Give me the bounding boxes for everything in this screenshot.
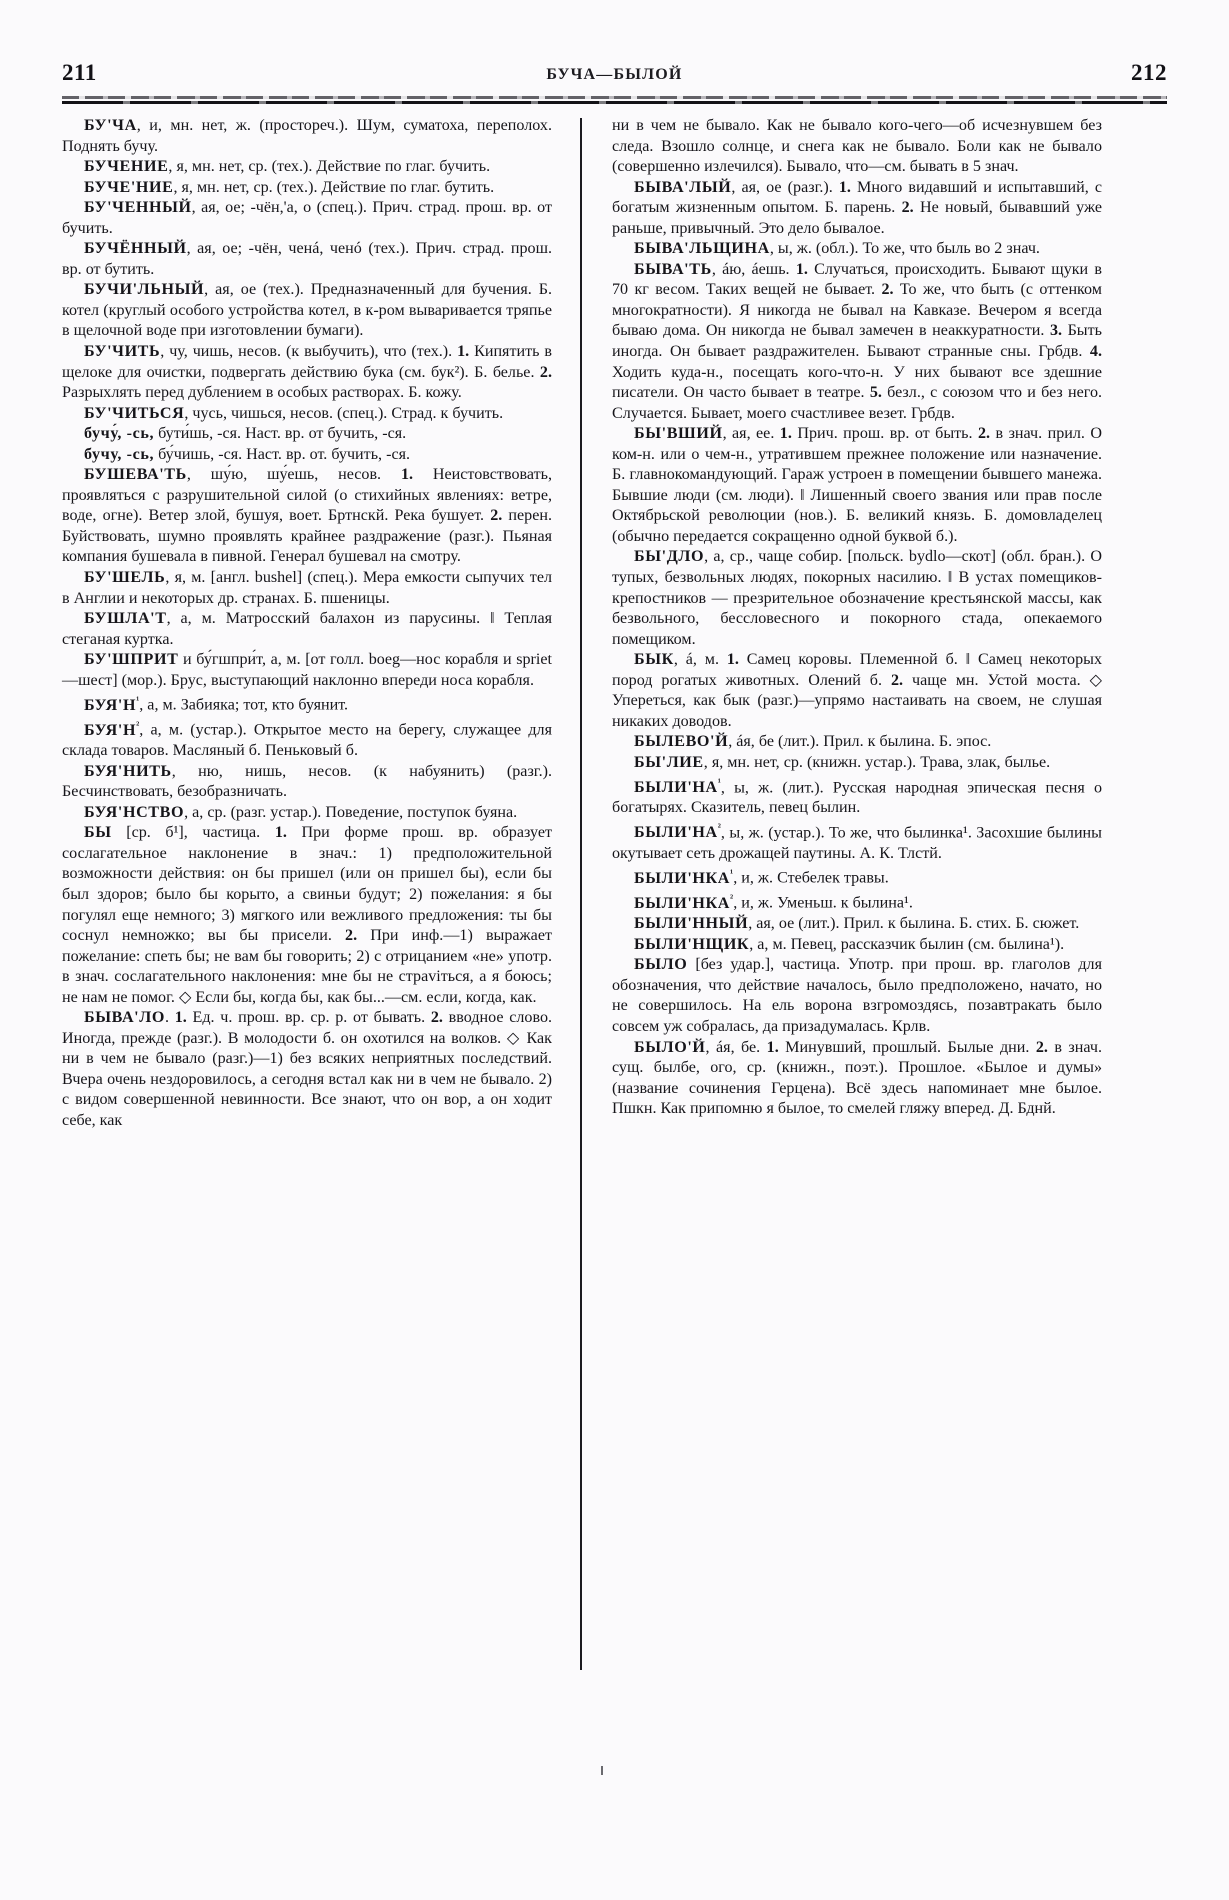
dictionary-entry bbox=[62, 445, 552, 466]
entry-headword: БЫ bbox=[84, 824, 112, 842]
entry-headword: БУ'ЧИТЬСЯ bbox=[84, 404, 185, 422]
dictionary-entry bbox=[62, 424, 552, 445]
column-left bbox=[62, 116, 580, 1756]
dictionary-entry bbox=[62, 716, 552, 761]
dictionary-entry bbox=[612, 650, 1102, 732]
entry-definition: , я, мн. нет, ср. (тех.). Действие по глаг. бучить. bbox=[168, 158, 491, 176]
folio-left: 211 bbox=[62, 60, 97, 85]
dictionary-entry bbox=[62, 691, 552, 716]
dictionary-entry bbox=[62, 762, 552, 803]
entry-definition: , ая, ое; -чён, ченá, ченó (тех.). Прич. страд. прош. вр. от бутить. bbox=[62, 240, 552, 278]
entry-headword: БУ'ЧА bbox=[84, 117, 137, 134]
entry-definition: [ср. б¹], частица. 1. При форме прош. вр. образует сослагательное наклонение в знач.: 1) предположительной возможности действия: он бы пришел (или он пришел бы), если бы был здоров; было бы корыто, а свиньи будут; 2) пожелания: я бы погулял еще немного; 3) мягкого или вежливого предложения: ты бы соснул немножко; вы бы присели. 2. При инф.—1) выражает пожелание: спеть бы; не вам бы говорить; 2) с отрицанием «не» употр. в знач. сослагательного наклонения: мне бы не страviться, а я боюсь; не нам не помог. ◇ Если бы, когда бы, как бы...—см. если, когда, как. bbox=[62, 824, 552, 1006]
dictionary-entry bbox=[62, 280, 552, 342]
dictionary-entry bbox=[62, 465, 552, 568]
entry-definition: , а, м. Певец, рассказчик былин (см. былина¹). bbox=[749, 935, 1065, 953]
entry-headword: БЫЛЕВО'Й bbox=[634, 733, 729, 751]
ink-speck bbox=[601, 1766, 603, 1775]
entry-headword: БЫВА'ЛЬЩИНА bbox=[634, 240, 770, 258]
entry-headword: $БУЯ'Н^{^2}$ bbox=[84, 720, 140, 739]
entry-headword: БУЧЕНИЕ bbox=[84, 158, 169, 176]
entry-definition: . 1. Ед. ч. прош. вр. ср. р. от бывать. 2. вводное слово. Иногда, прежде (разг.). В молодости б. он охотился на волков. ◇ Как ни в чем не бывало (разг.)—1) без всяких неприятных последствий. Вчера очень нездоровилось, а сегодня встал как ни в чем не бывало. 2) с видом совершенной невинности. Все знают, что он вор, а он ходит себе, как bbox=[62, 1009, 553, 1129]
entry-headword: БУЯ'НСТВО bbox=[84, 803, 185, 821]
running-title: БУЧА—БЫЛОЙ bbox=[546, 66, 683, 83]
dictionary-entry bbox=[612, 260, 1102, 424]
header-rule-lower bbox=[62, 101, 1167, 104]
entry-headword: $БЫЛИ'НА^{^2}$ bbox=[634, 822, 721, 842]
entry-definition: , а, м. Забияка; тот, кто буянит. bbox=[139, 696, 349, 714]
dictionary-entry bbox=[612, 889, 1102, 914]
entry-definition: , ы, ж. (устар.). То же, что былинка¹. Засохшие былины окутывает сеть дрожащей паутины. А. К. Тлстй. bbox=[612, 824, 1102, 862]
entry-headword: БУЧЁННЫЙ bbox=[84, 240, 187, 258]
dictionary-entry bbox=[612, 753, 1102, 774]
entry-definition: , áя, бе (лит.). Прил. к былина. Б. эпос. bbox=[728, 733, 992, 751]
entry-definition: , ая, ое; -чён,'а, о (спец.). Прич. страд. прош. вр. от бучить. bbox=[62, 199, 552, 237]
entry-headword: БЫЛО bbox=[634, 956, 688, 974]
entry-headword: БЫ'ВШИЙ bbox=[634, 425, 723, 443]
entry-definition: , а, м. (устар.). Открытое место на берегу, служащее для склада товаров. Масляный б. Пеньковый б. bbox=[62, 721, 552, 760]
dictionary-entry bbox=[62, 803, 552, 824]
entry-continuation bbox=[612, 116, 1102, 178]
entry-headword: $БЫЛИ'НА^{^1}$ bbox=[634, 777, 721, 796]
entry-headword: БЫЛИ'ННЫЙ bbox=[634, 915, 749, 933]
dictionary-entry bbox=[62, 342, 552, 404]
dictionary-entry bbox=[612, 864, 1102, 889]
entry-definition: , и, ж. Стебелек травы. bbox=[733, 869, 889, 887]
entry-headword: БЫ'ЛИЕ bbox=[634, 753, 704, 771]
entry-definition: , ая, ое (тех.). Предназначенный для бучения. Б. котел (круглый особого устройства котел, в к-ром вываривается тряпье в щелочной воде при изготовлении бумаги). bbox=[62, 281, 552, 340]
column-right bbox=[582, 116, 1102, 1756]
entry-headword: БУШЛА'Т bbox=[84, 610, 167, 628]
entry-definition: , я, мн. нет, ср. (книжн. устар.). Трава, злак, былье. bbox=[703, 753, 1051, 771]
entry-headword: БЫК bbox=[634, 651, 674, 669]
entry-definition: ни в чем не бывало. Как не бывало кого-чего—об исчезнувшем без следа. Взошло солнце, и снега как не бывало. Боли как не бывало (совершенно излечился). Бывало, что—см. бывать в 5 знач. bbox=[612, 117, 1102, 176]
entry-definition: , шу́ю, шу́ешь, несов. 1. Неистовствовать, проявляться с разрушительной силой (о стихийных явлениях: ветре, воде, огне). Ветер злой, бушуя, воет. Бртнскй. Река бушует. 2. перен. Буйствовать, шумно проявлять крайнее раздражение (разг.). Пьяная компания бушевала в пивной. Генерал бушевал на смотру. bbox=[62, 466, 553, 566]
dictionary-entry bbox=[62, 404, 552, 425]
dictionary-entry bbox=[62, 650, 552, 691]
dictionary-entry bbox=[62, 157, 552, 178]
dictionary-entry bbox=[62, 198, 552, 239]
dictionary-entry bbox=[612, 732, 1102, 753]
entry-headword: бучу, -сь, bbox=[84, 445, 155, 463]
folio-right: 212 bbox=[1131, 60, 1167, 85]
header-rule bbox=[62, 96, 1167, 104]
entry-definition: , ая, ое (лит.). Прил. к былина. Б. стих. Б. сюжет. bbox=[748, 915, 1080, 933]
entry-definition: , ню, нишь, несов. (к набуянить) (разг.). Бесчинствовать, безобразничать. bbox=[62, 762, 552, 801]
entry-headword: БУШЕВА'ТЬ bbox=[84, 466, 187, 484]
dictionary-entry bbox=[612, 239, 1102, 260]
entry-headword: БУЧЕ'НИЕ bbox=[84, 178, 174, 196]
header-rule-upper bbox=[62, 96, 1167, 99]
entry-headword: БУЧИ'ЛЬНЫЙ bbox=[84, 281, 205, 299]
running-head bbox=[62, 60, 1167, 94]
entry-definition: , я, м. [англ. bushel] (спец.). Мера емкости сыпучих тел в Англии и некоторых др. странах. Б. пшеницы. bbox=[62, 569, 552, 607]
entry-headword: БЫ'ДЛО bbox=[634, 548, 705, 566]
entry-headword: БЫЛО'Й bbox=[634, 1038, 706, 1056]
entry-definition: , á, м. 1. Самец коровы. Племенной б. ‖ Самец некоторых пород рогатых животных. Олений б. 2. чаще мн. Устой моста. ◇ Упереться, как бык (разг.)—упрямо настаивать на своем, не слушая никаких доводов. bbox=[612, 651, 1103, 730]
entry-headword: бучу́, -сь, bbox=[84, 425, 155, 443]
dictionary-entry bbox=[62, 178, 552, 199]
dictionary-entry bbox=[612, 774, 1102, 819]
dictionary-entry bbox=[62, 239, 552, 280]
entry-definition: [без удар.], частица. Употр. при прош. вр. глаголов для обозначения, что действие началось, было предположено, начато, но не совершилось. На ель ворона взгромоздясь, позавтракать было совсем уж собралась, да призадумалась. Крлв. bbox=[612, 956, 1102, 1035]
entry-definition: , áю, áешь. 1. Случаться, происходить. Бывают щуки в 70 кг весом. Таких вещей не бывает. 2. То же, что быть (с оттенком многократности). Я никогда не бывал на Кавказе. Вечером я всегда бываю дома. Он никогда не бывал замечен в неаккуратности. 3. Быть иногда. Он бывает раздражителен. Бывают странные сны. Грбдв. 4. Ходить куда-н., посещать кого-что-н. У них бывают все здешние писатели. Он часто бывает в театре. 5. безл., с союзом что и без него. Случается. Бывает, моего счастливее везет. Грбдв. bbox=[612, 260, 1103, 422]
entry-definition: бути́шь, -ся. Наст. вр. от бучить, -ся. bbox=[154, 425, 407, 443]
dictionary-entry bbox=[612, 914, 1102, 935]
dictionary-entry bbox=[62, 116, 552, 157]
entry-headword: БУ'ШПРИТ bbox=[84, 651, 179, 669]
entry-headword: $БЫЛИ'НКА^{^2}$ bbox=[634, 893, 734, 912]
entry-definition: , и, ж. Уменьш. к былина¹. bbox=[733, 894, 913, 912]
entry-definition: , ая, ее. 1. Прич. прош. вр. от быть. 2. в знач. прил. О ком-н. или о чем-н., утратившем прежнее положение или назначение. Б. главнокомандующий. Гараж устроен в помещении бывшего манежа. Бывшие люди (см. люди). ‖ Лишенный своего звания или прав после Октябрьской революции (нов.). Б. великий князь. Б. домовладелец (обычно передается сокращенно одной буквой б.). bbox=[612, 425, 1102, 545]
entry-definition: , áя, бе. 1. Минувший, прошлый. Былые дни. 2. в знач. сущ. былбе, ого, ср. (книжн., поэт.). Прошлое. «Былое и думы» (название сочинения Герцена). Всё здесь напоминает мне былое. Пшкн. Как припомню я былое, то смелей гляжу вперед. Д. Бднй. bbox=[612, 1038, 1103, 1118]
dictionary-entry bbox=[62, 568, 552, 609]
entry-definition: , ы, ж. (лит.). Русская народная эпическая песня о богатырях. Сказитель, певец былин. bbox=[612, 778, 1102, 817]
entry-definition: бу́чишь, -ся. Наст. вр. от. бучить, -ся. bbox=[154, 445, 411, 463]
entry-headword: $БУЯ'Н^{^1}$ bbox=[84, 695, 140, 714]
entry-definition: , и, мн. нет, ж. (простореч.). Шум, суматоха, переполох. Поднять бучу. bbox=[62, 117, 552, 155]
dictionary-entry bbox=[62, 823, 552, 1008]
dictionary-entry bbox=[612, 178, 1102, 240]
entry-headword: БУЯ'НИТЬ bbox=[84, 762, 172, 780]
entry-definition: , а, ср., чаще собир. [польск. bydlo—скот] (обл. бран.). О тупых, безвольных людях, покорных насилию. ‖ В устах помещиков-крепостников — презрительное обозначение крестьянской массы, как безвольного, бессловесного и покорного стада, опекаемого помещиком. bbox=[612, 548, 1102, 648]
entry-headword: БЫВА'ЛО bbox=[84, 1009, 165, 1027]
entry-definition: , чусь, чишься, несов. (спец.). Страд. к бучить. bbox=[184, 404, 504, 422]
dictionary-entry bbox=[612, 819, 1102, 864]
entry-headword: БЫВА'ЛЫЙ bbox=[634, 178, 732, 196]
dictionary-entry bbox=[612, 955, 1102, 1037]
entry-headword: $БЫЛИ'НКА^{^1}$ bbox=[634, 868, 734, 887]
dictionary-entry bbox=[612, 935, 1102, 956]
entry-headword: БУ'ЧЕННЫЙ bbox=[84, 199, 192, 217]
entry-headword: БЫВА'ТЬ bbox=[634, 260, 712, 278]
dictionary-entry bbox=[612, 547, 1102, 650]
entry-definition: , чу, чишь, несов. (к выбучить), что (тех.). 1. Кипятить в щелоке для очистки, подвергать действию бука (см. бук²). Б. белье. 2. Разрыхлять перед дублением в особых растворах. Б. кожу. bbox=[62, 343, 553, 402]
dictionary-entry bbox=[612, 1038, 1102, 1120]
entry-definition: , ая, ое (разг.). 1. Много видавший и испытавший, с богатым жизненным опытом. Б. парень. 2. Не новый, бывавший уже раньше, привычный. Это дело бывалое. bbox=[612, 178, 1102, 237]
entry-definition: , ы, ж. (обл.). То же, что быль во 2 знач. bbox=[769, 240, 1040, 258]
entry-headword: БУ'ЧИТЬ bbox=[84, 343, 161, 361]
entry-definition: , я, мн. нет, ср. (тех.). Действие по глаг. бутить. bbox=[173, 178, 495, 196]
entry-headword: БЫЛИ'НЩИК bbox=[634, 935, 750, 953]
dictionary-entry bbox=[612, 424, 1102, 547]
dictionary-entry bbox=[62, 609, 552, 650]
dictionary-entry bbox=[62, 1008, 552, 1131]
entry-definition: , а, м. Матросский балахон из парусины. ‖ Теплая стеганая куртка. bbox=[62, 610, 552, 648]
entry-definition: , а, ср. (разг. устар.). Поведение, поступок буяна. bbox=[184, 803, 518, 821]
entry-headword: БУ'ШЕЛЬ bbox=[84, 569, 166, 587]
text-columns bbox=[62, 116, 1167, 1756]
entry-definition: и бу́гшпри́т, а, м. [от голл. boeg—нос корабля и spriet—шест] (мор.). Брус, выступающий наклонно впереди носа корабля. bbox=[62, 651, 552, 689]
